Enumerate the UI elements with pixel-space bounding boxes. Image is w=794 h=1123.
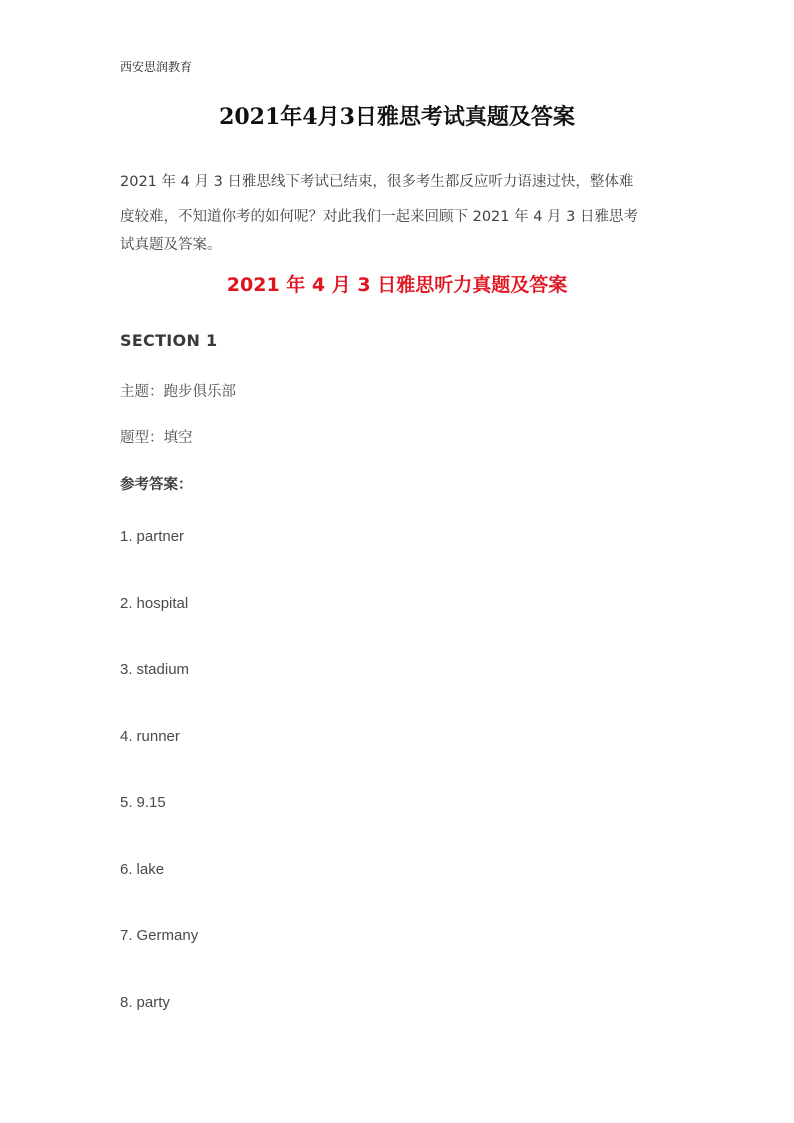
answer-number: 6. — [120, 860, 133, 878]
answer-number: 8. — [120, 993, 133, 1011]
answer-text: hospital — [136, 594, 189, 612]
answer-text: party — [136, 993, 170, 1011]
answers-heading: 参考答案： — [120, 477, 193, 493]
answer-text: lake — [136, 860, 165, 878]
answer-item — [120, 794, 198, 861]
intro-line-3: 试真题及答案。 — [120, 237, 222, 253]
answer-number: 4. — [120, 727, 133, 745]
answer-number: 7. — [120, 927, 133, 944]
answer-text: Germany — [136, 927, 199, 944]
intro-line-2: 度较难，不知道你考的如何呢？对此我们一起来回顾下 2021 年 4 月 3 日雅思考 — [120, 209, 639, 225]
answer-text: stadium — [136, 661, 190, 678]
answer-number: 3. — [120, 661, 133, 678]
answers-list — [120, 528, 198, 1060]
answer-item — [120, 728, 198, 795]
answer-text: runner — [136, 727, 180, 745]
answer-number: 2. — [120, 594, 133, 612]
answer-item — [120, 927, 198, 994]
answer-item — [120, 861, 198, 928]
answer-item — [120, 661, 198, 728]
page-title: 2021年4月3日雅思考试真题及答案 — [219, 104, 575, 130]
topic-line: 主题：跑步俱乐部 — [120, 384, 236, 400]
answer-item — [120, 595, 198, 662]
answer-item — [120, 994, 198, 1061]
answer-text: partner — [136, 528, 185, 545]
answer-number: 1. — [120, 528, 133, 545]
section-label: SECTION 1 — [120, 331, 218, 350]
header-organization: 西安思润教育 — [120, 60, 193, 74]
intro-line-1: 2021 年 4 月 3 日雅思线下考试已结束，很多考生都反应听力语速过快，整体难 — [120, 174, 634, 190]
question-type-line: 题型：填空 — [120, 430, 193, 446]
listening-heading: 2021 年 4 月 3 日雅思听力真题及答案 — [226, 274, 568, 296]
answer-number: 5. — [120, 794, 133, 811]
answer-item — [120, 528, 198, 595]
intro-paragraph — [120, 166, 680, 258]
answer-text: 9.15 — [136, 794, 166, 811]
